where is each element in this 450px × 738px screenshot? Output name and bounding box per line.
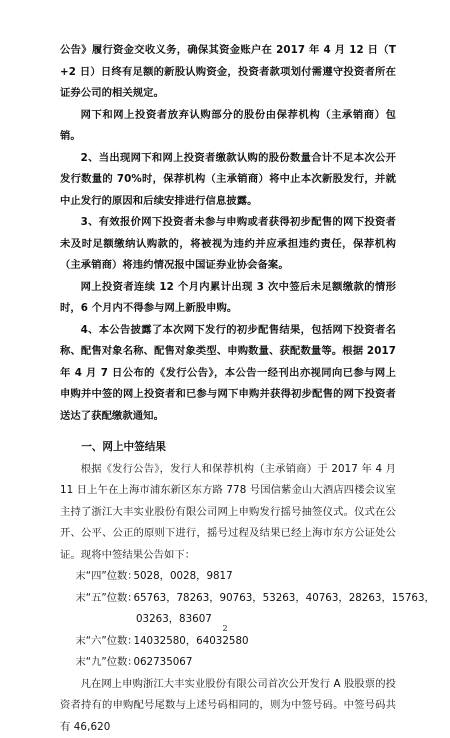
document-body <box>60 40 396 738</box>
page-number: 2 <box>0 624 450 633</box>
row-label: 末“五”位数： <box>60 588 133 610</box>
row-values: 062735067 <box>133 656 192 668</box>
winning-numbers-list <box>60 566 396 674</box>
para-item-4: 4、本公告披露了本次网下发行的初步配售结果，包括网下投资者名称、配售对象名称、配售对象类型、申购数量、获配数量等。根据 2017 年 4 月 7 日公布的《发行公告》，本公告一经刊出亦视同向已参与网上申购并中签的网上投资者和已参与网下申购并获得初步配售的网下投资者送达了获配缴款通知。 <box>60 320 396 428</box>
winning-row-5-digit <box>60 588 396 610</box>
para-winning-rule: 凡在网上申购浙江大丰实业股份有限公司首次公开发行 A 股股票的投资者持有的申购配号尾数与上述号码相同的，则为中签号码。中签号码共有 46,620 <box>60 674 396 738</box>
para-online-default: 网上投资者连续 12 个月内累计出现 3 次中签后未足额缴款的情形时，6 个月内不得参与网上新股申购。 <box>60 277 396 320</box>
para-item-2: 2、当出现网下和网上投资者缴款认购的股份数量合计不足本次公开发行数量的 70%时，保荐机构（主承销商）将中止本次新股发行，并就中止发行的原因和后续安排进行信息披露。 <box>60 148 396 213</box>
row-values: 5028，0028，9817 <box>133 570 232 582</box>
winning-row-6-digit <box>60 631 396 653</box>
winning-row-4-digit <box>60 566 396 588</box>
para-payment-obligation: 公告》履行资金交收义务，确保其资金账户在 2017 年 4 月 12 日（T+2 日）日终有足额的新股认购资金，投资者款项划付需遵守投资者所在证券公司的相关规定。 <box>60 40 396 105</box>
para-item-3: 3、有效报价网下投资者未参与申购或者获得初步配售的网下投资者未及时足额缴纳认购款的，将被视为违约并应承担违约责任，保荐机构（主承销商）将违约情况报中国证券业协会备案。 <box>60 212 396 277</box>
para-underwriter-coverage: 网下和网上投资者放弃认购部分的股份由保荐机构（主承销商）包销。 <box>60 105 396 148</box>
winning-row-9-digit <box>60 652 396 674</box>
row-label: 末“九”位数： <box>60 652 133 674</box>
row-values: 14032580，64032580 <box>133 635 248 647</box>
row-label: 末“四”位数： <box>60 566 133 588</box>
row-label: 末“六”位数： <box>60 631 133 653</box>
row-values: 03263，83607 <box>136 613 212 625</box>
section-heading-online-results: 一、网上中签结果 <box>60 437 396 459</box>
para-lottery-intro: 根据《发行公告》，发行人和保荐机构（主承销商）于 2017 年 4 月 11 日上午在上海市浦东新区东方路 778 号国信紫金山大酒店四楼会议室主持了浙江大丰实业股份有限公司网上申购发行摇号抽签仪式。仪式在公开、公平、公正的原则下进行，摇号过程及结果已经上海市东方公证处公证。现将中签结果公告如下： <box>60 459 396 567</box>
row-values: 65763，78263，90763，53263，40763，28263，15763， <box>133 592 434 604</box>
